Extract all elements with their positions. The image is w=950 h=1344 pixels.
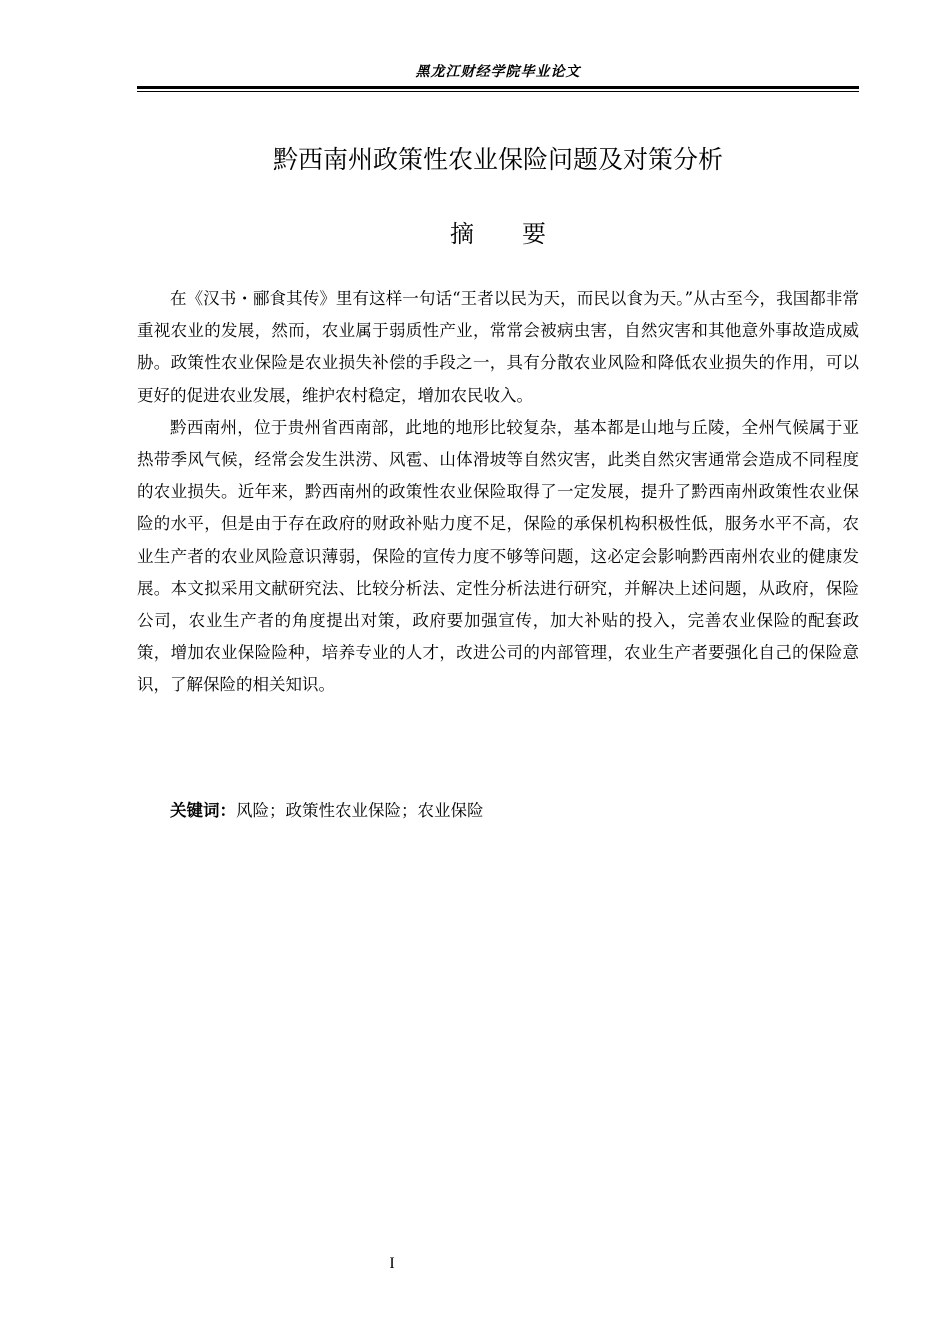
abstract-paragraph-2: 黔西南州，位于贵州省西南部，此地的地形比较复杂，基本都是山地与丘陵，全州气候属于亚热带季风气候，经常会发生洪涝、风雹、山体滑坡等自然灾害，此类自然灾害通常会造成不同程度的农业损失。近年来，黔西南州的政策性农业保险取得了一定发展，提升了黔西南州政策性农业保险的水平，但是由于存在政府的财政补贴力度不足，保险的承保机构积极性低，服务水平不高，农业生产者的农业风险意识薄弱，保险的宣传力度不够等问题，这必定会影响黔西南州农业的健康发展。本文拟采用文献研究法、比较分析法、定性分析法进行研究，并解决上述问题，从政府，保险公司，农业生产者的角度提出对策，政府要加强宣传，加大补贴的投入，完善农业保险的配套政策，增加农业保险险种，培养专业的人才，改进公司的内部管理，农业生产者要强化自己的保险意识，了解保险的相关知识。 [137,417,859,695]
header-rule-thin [137,91,859,92]
abstract-heading: 摘要 [450,220,594,248]
document-title: 黔西南州政策性农业保险问题及对策分析 [272,145,723,174]
abstract-paragraph-1: 在《汉书・郦食其传》里有这样一句话“王者以民为天，而民以食为天。”从古至今，我国都非常重视农业的发展，然而，农业属于弱质性产业，常常会被病虫害，自然灾害和其他意外事故造成威胁。政策性农业保险是农业损失补偿的手段之一，具有分散农业风险和降低农业损失的作用，可以更好的促进农业发展，维护农村稳定，增加农民收入。 [137,289,859,405]
keywords-value: 风险；政策性农业保险；农业保险 [236,801,484,820]
keywords-label: 关键词： [170,801,236,820]
abstract-body [137,283,859,702]
keywords-line [170,795,859,827]
header-rule-thick [137,86,859,89]
page-number: I [389,1255,395,1272]
page-header-institution: 黑龙江财经学院毕业论文 [415,64,581,80]
